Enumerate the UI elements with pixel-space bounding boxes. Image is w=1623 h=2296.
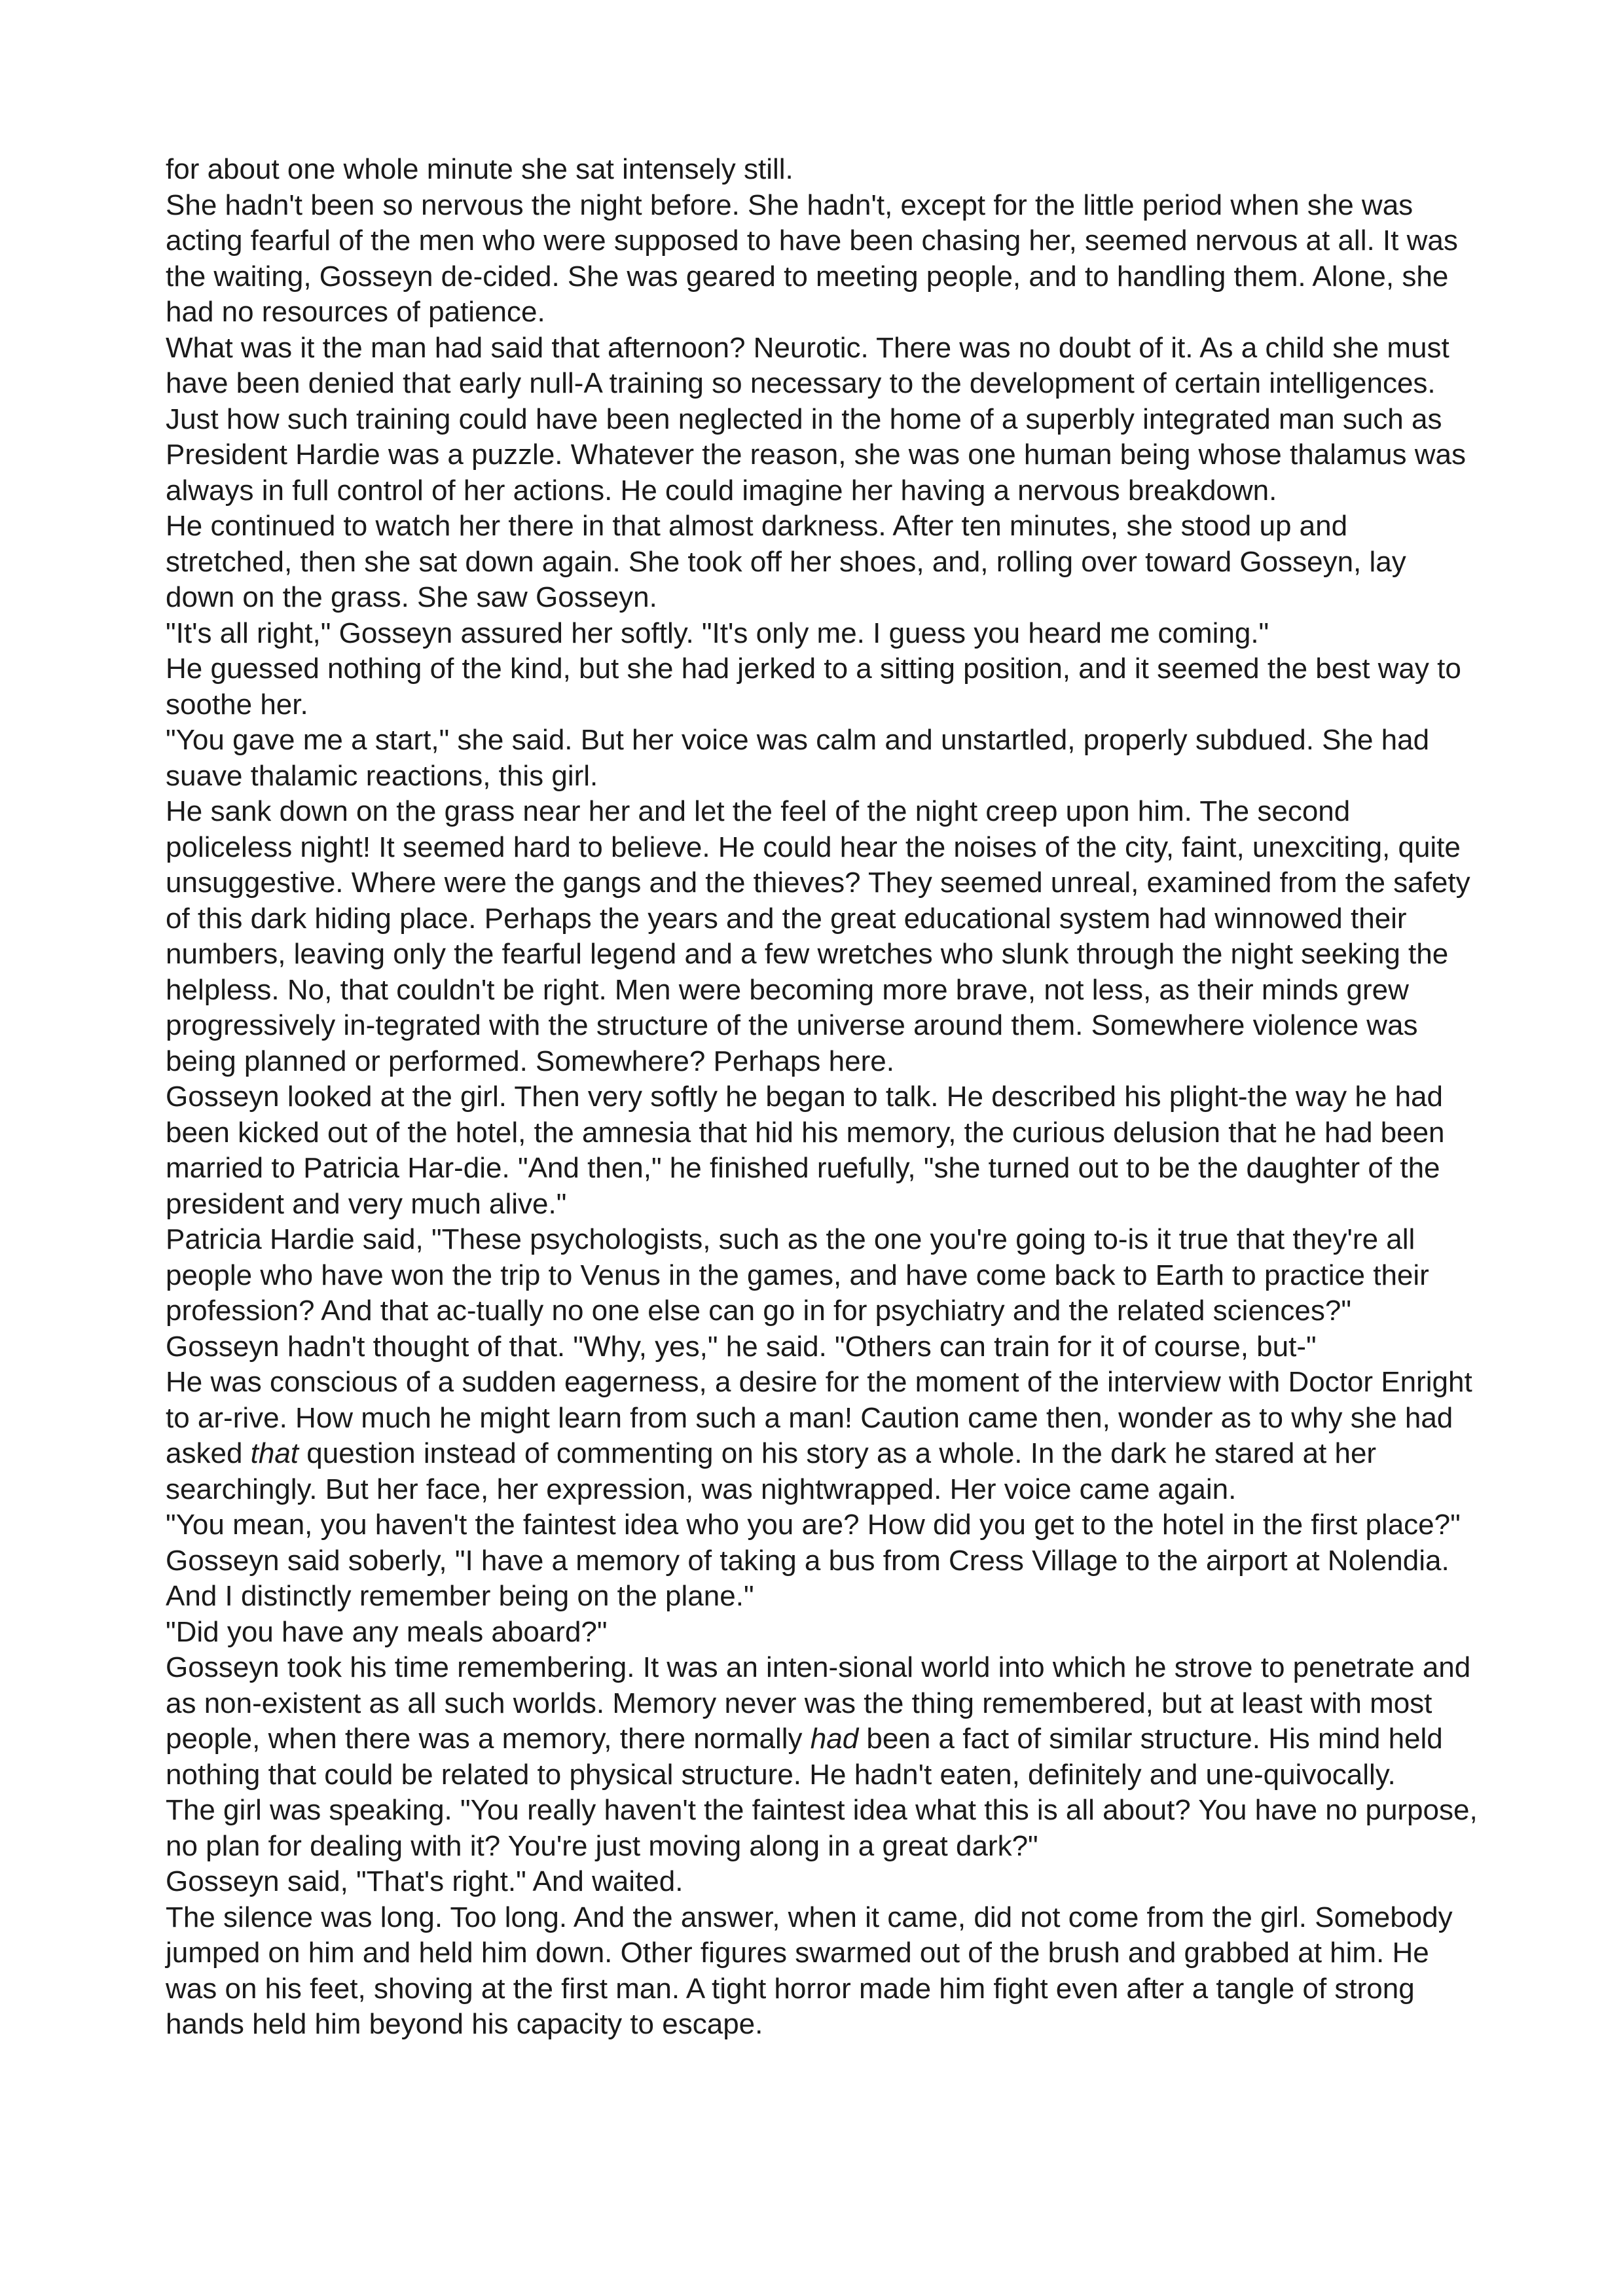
paragraph [166,1650,1482,1793]
paragraph: The girl was speaking. "You really haven't the faintest idea what this is all about? You have no purpose, no plan for dealing with it? You're just moving along in a great dark?" [166,1794,1478,1862]
paragraph: "It's all right," Gosseyn assured her softly. "It's only me. I guess you heard me coming." [166,617,1269,649]
emphasis-text: had [810,1723,859,1755]
paragraph: Gosseyn hadn't thought of that. "Why, yes," he said. "Others can train for it of course, but-" [166,1330,1317,1363]
paragraph-text: been a fact of similar structure. His mind held nothing that could be related to physical structure. He hadn't eaten, definitely and une-quivocally. [166,1723,1443,1791]
paragraph: for about one whole minute she sat intensely still. [166,153,793,185]
emphasis-text: that [250,1437,299,1469]
paragraph-text: question instead of commenting on his story as a whole. In the dark he stared at her searchingly. But her face, her expression, was nightwrapped. Her voice came again. [166,1437,1377,1505]
document-page [166,152,1482,2043]
paragraph: What was it the man had said that afternoon? Neurotic. There was no doubt of it. As a child she must have been denied that early null-A training so necessary to the development of certain intelligences. Just how such training could have been neglected in the home of a superbly integrated man such as President Hardie was a puzzle. Whatever the reason, she was one human being whose thalamus was always in full control of her actions. He could imagine her having a nervous breakdown. [166,331,1466,507]
paragraph-text: Gosseyn took his time remembering. It was an inten-sional world into which he strove to penetrate and as non-existent as all such worlds. Memory never was the thing remembered, but at least with most people, when there was a memory, there normally [166,1651,1471,1755]
paragraph [166,1365,1482,1507]
paragraph-text: He was conscious of a sudden eagerness, a desire for the moment of the interview with Doctor Enright to ar-rive. How much he might learn from such a man! Caution came then, wonder as to why she had asked [166,1366,1472,1469]
paragraph: Gosseyn said soberly, "I have a memory of taking a bus from Cress Village to the airport at Nolendia. And I distinctly remember being on the plane." [166,1544,1450,1612]
paragraph: "Did you have any meals aboard?" [166,1615,608,1648]
paragraph: "You mean, you haven't the faintest idea who you are? How did you get to the hotel in the first place?" [166,1509,1461,1541]
paragraph: Gosseyn said, "That's right." And waited. [166,1865,684,1897]
paragraph: Gosseyn looked at the girl. Then very softly he began to talk. He described his plight-the way he had been kicked out of the hotel, the amnesia that hid his memory, the curious delusion that he had been married to Patricia Har-die. "And then," he finished ruefully, "she turned out to be the daughter of the president and very much alive." [166,1081,1445,1220]
paragraph: He sank down on the grass near her and let the feel of the night creep upon him. The second policeless night! It seemed hard to believe. He could hear the noises of the city, faint, unexciting, quite unsuggestive. Where were the gangs and the thieves? They seemed unreal, examined from the safety of this dark hiding place. Perhaps the years and the great educational system had winnowed their numbers, leaving only the fearful legend and a few wretches who slunk through the night seeking the helpless. No, that couldn't be right. Men were becoming more brave, not less, as their minds grew progressively in-tegrated with the structure of the universe around them. Somewhere violence was being planned or performed. Somewhere? Perhaps here. [166,795,1470,1077]
paragraph: He guessed nothing of the kind, but she had jerked to a sitting position, and it seemed the best way to soothe her. [166,653,1461,721]
paragraph: Patricia Hardie said, "These psychologists, such as the one you're going to-is it true that they're all people who have won the trip to Venus in the games, and have come back to Earth to practice their profession? And that ac-tually no one else can go in for psychiatry and the related sciences?" [166,1223,1429,1327]
paragraph: She hadn't been so nervous the night before. She hadn't, except for the little period when she was acting fearful of the men who were supposed to have been chasing her, seemed nervous at all. It was the waiting, Gosseyn de-cided. She was geared to meeting people, and to handling them. Alone, she had no resources of patience. [166,188,1458,328]
paragraph: He continued to watch her there in that almost darkness. After ten minutes, she stood up and stretched, then she sat down again. She took off her shoes, and, rolling over toward Gosseyn, lay down on the grass. She saw Gosseyn. [166,510,1406,613]
paragraph: "You gave me a start," she said. But her voice was calm and unstartled, properly subdued. She had suave thalamic reactions, this girl. [166,724,1430,792]
paragraph: The silence was long. Too long. And the answer, when it came, did not come from the girl. Somebody jumped on him and held him down. Other figures swarmed out of the brush and grabbed at him. He was on his feet, shoving at the first man. A tight horror made him fight even after a tangle of strong hands held him beyond his capacity to escape. [166,1901,1453,2040]
